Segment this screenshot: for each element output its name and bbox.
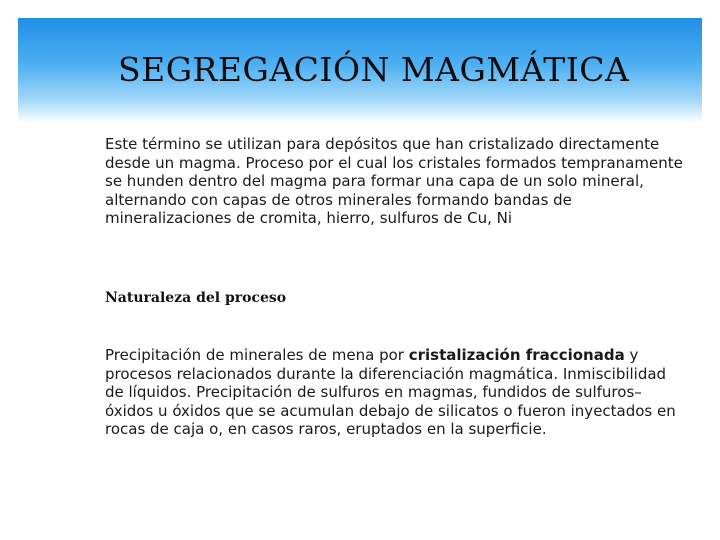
intro-paragraph: Este término se utilizan para depósitos que han cristalizado directamente desde un magma. Proceso por el cual los cristales formados tempranamente se hunden dentro del magma para formar una capa de un solo mineral, alternando con capas de otros minerales formando bandas de mineralizaciones de cromita, hierro, sulfuros de Cu, Ni [105, 135, 683, 227]
section-heading: Naturaleza del proceso [105, 290, 287, 306]
process-text-end: y procesos relacionados durante la diferenciación magmática. Inmiscibilidad de líquidos. Precipitación de sulfuros en magmas, fundidos de sulfuros–óxidos u óxidos que se acumulan debajo de silicatos o fueron inyectados en rocas de caja o, en casos raros, eruptados en la superficie. [105, 346, 676, 438]
process-paragraph [105, 346, 685, 439]
slide-title: SEGREGACIÓN MAGMÁTICA [118, 50, 630, 89]
process-text-bold: cristalización fraccionada [408, 346, 625, 364]
process-text-start: Precipitación de minerales de mena por [105, 346, 409, 364]
